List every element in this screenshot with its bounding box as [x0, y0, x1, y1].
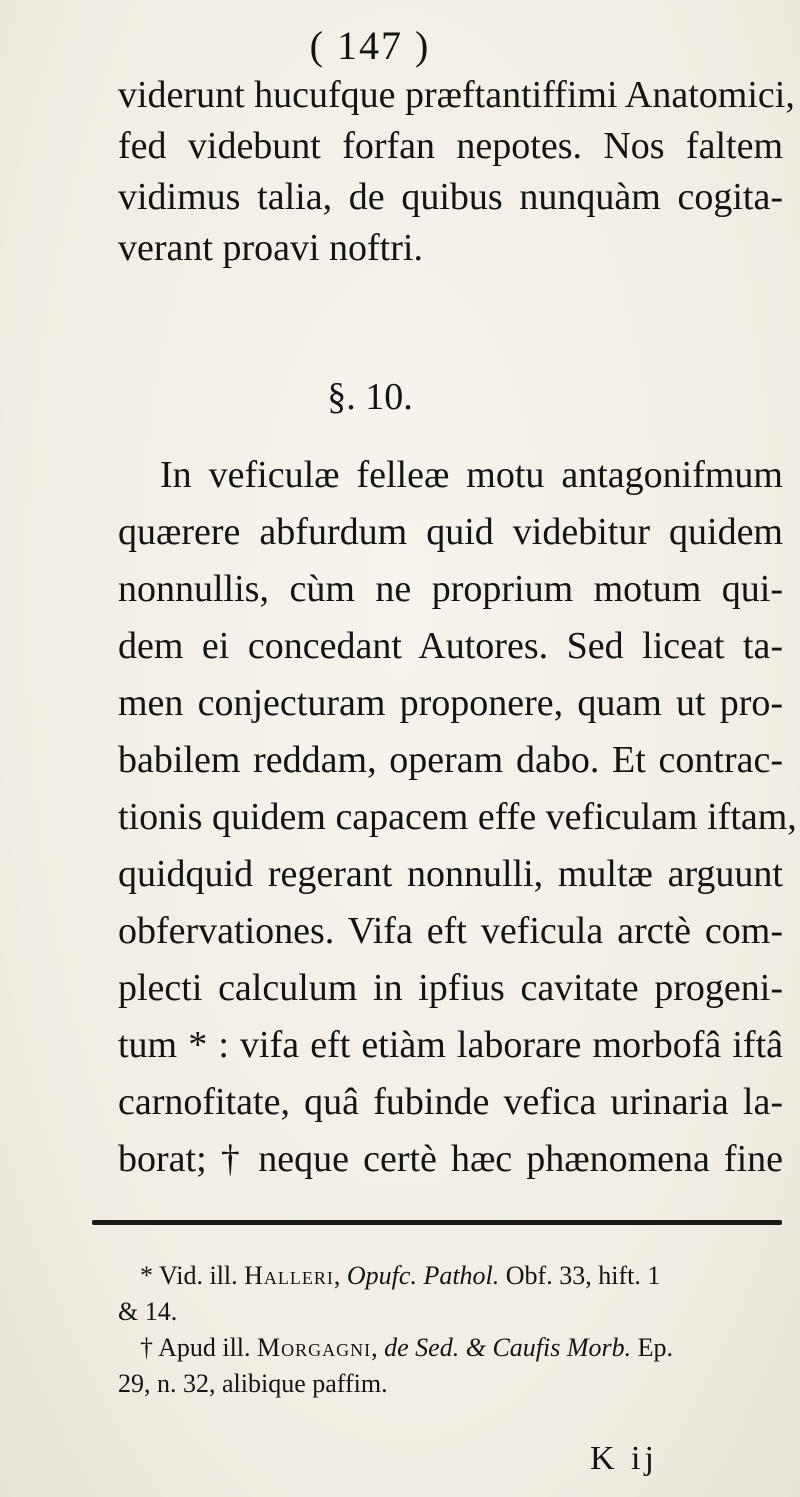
page-number: ( 147 ): [309, 23, 431, 68]
footnote-2-continued: 29, n. 32, alibique paffim.: [118, 1369, 388, 1398]
text-line: tum * : vifa eft etiàm laborare morbofâ iftâ: [118, 1024, 783, 1066]
footnote-1-work: Opufc. Pathol.: [346, 1261, 500, 1290]
text-line: nonnullis, cùm ne proprium motum qui-: [118, 568, 783, 610]
text-line: vidimus talia, de quibus nunquàm cogita-: [118, 176, 783, 218]
text-line: viderunt hucufque præftantiffimi Anatomici,: [118, 74, 795, 116]
footnote-2-work: de Sed. & Caufis Morb.: [384, 1333, 632, 1362]
footnote-1-mark: * Vid. ill.: [140, 1261, 238, 1290]
footnote-2-author: Morgagni: [257, 1333, 372, 1362]
footnote-1-author: Halleri: [244, 1261, 334, 1290]
text-line: borat; † neque certè hæc phænomena fine: [118, 1138, 783, 1180]
text-line: tionis quidem capacem effe veficulam iftam,: [118, 796, 797, 838]
text-line: men conjecturam proponere, quam ut pro-: [118, 682, 783, 724]
text-line: quærere abfurdum quid videbitur quidem: [118, 511, 783, 553]
footnote-1-rest: Obf. 33, hift. 1: [505, 1261, 661, 1290]
text-line: obfervationes. Vifa eft veficula arctè com-: [118, 910, 783, 952]
footnote-1-continued: & 14.: [118, 1297, 178, 1326]
footnote-2-mark: † Apud ill.: [140, 1333, 251, 1362]
signature-mark: K ij: [590, 1440, 658, 1477]
text-line: fed videbunt forfan nepotes. Nos faltem: [118, 125, 783, 167]
text-line: dem ei concedant Autores. Sed liceat ta-: [118, 625, 783, 667]
footnote-2: † Apud ill. Morgagni, de Sed. & Caufis Morb. Ep.: [140, 1333, 674, 1362]
section-heading: §. 10.: [327, 376, 413, 418]
footnote-2-rest: Ep.: [637, 1333, 674, 1362]
text-line: plecti calculum in ipfius cavitate progeni-: [118, 967, 783, 1009]
text-line: In veficulæ felleæ motu antagonifmum: [160, 454, 783, 496]
footnote-divider: [92, 1220, 782, 1225]
text-line: carnofitate, quâ fubinde vefica urinaria la-: [118, 1081, 783, 1123]
footnote-1: * Vid. ill. Halleri, Opufc. Pathol. Obf. 33, hift. 1: [140, 1261, 661, 1290]
text-line: babilem reddam, operam dabo. Et contrac-: [118, 739, 783, 781]
text-line: quidquid regerant nonnulli, multæ arguunt: [118, 853, 783, 895]
text-line: verant proavi noftri.: [118, 227, 423, 269]
